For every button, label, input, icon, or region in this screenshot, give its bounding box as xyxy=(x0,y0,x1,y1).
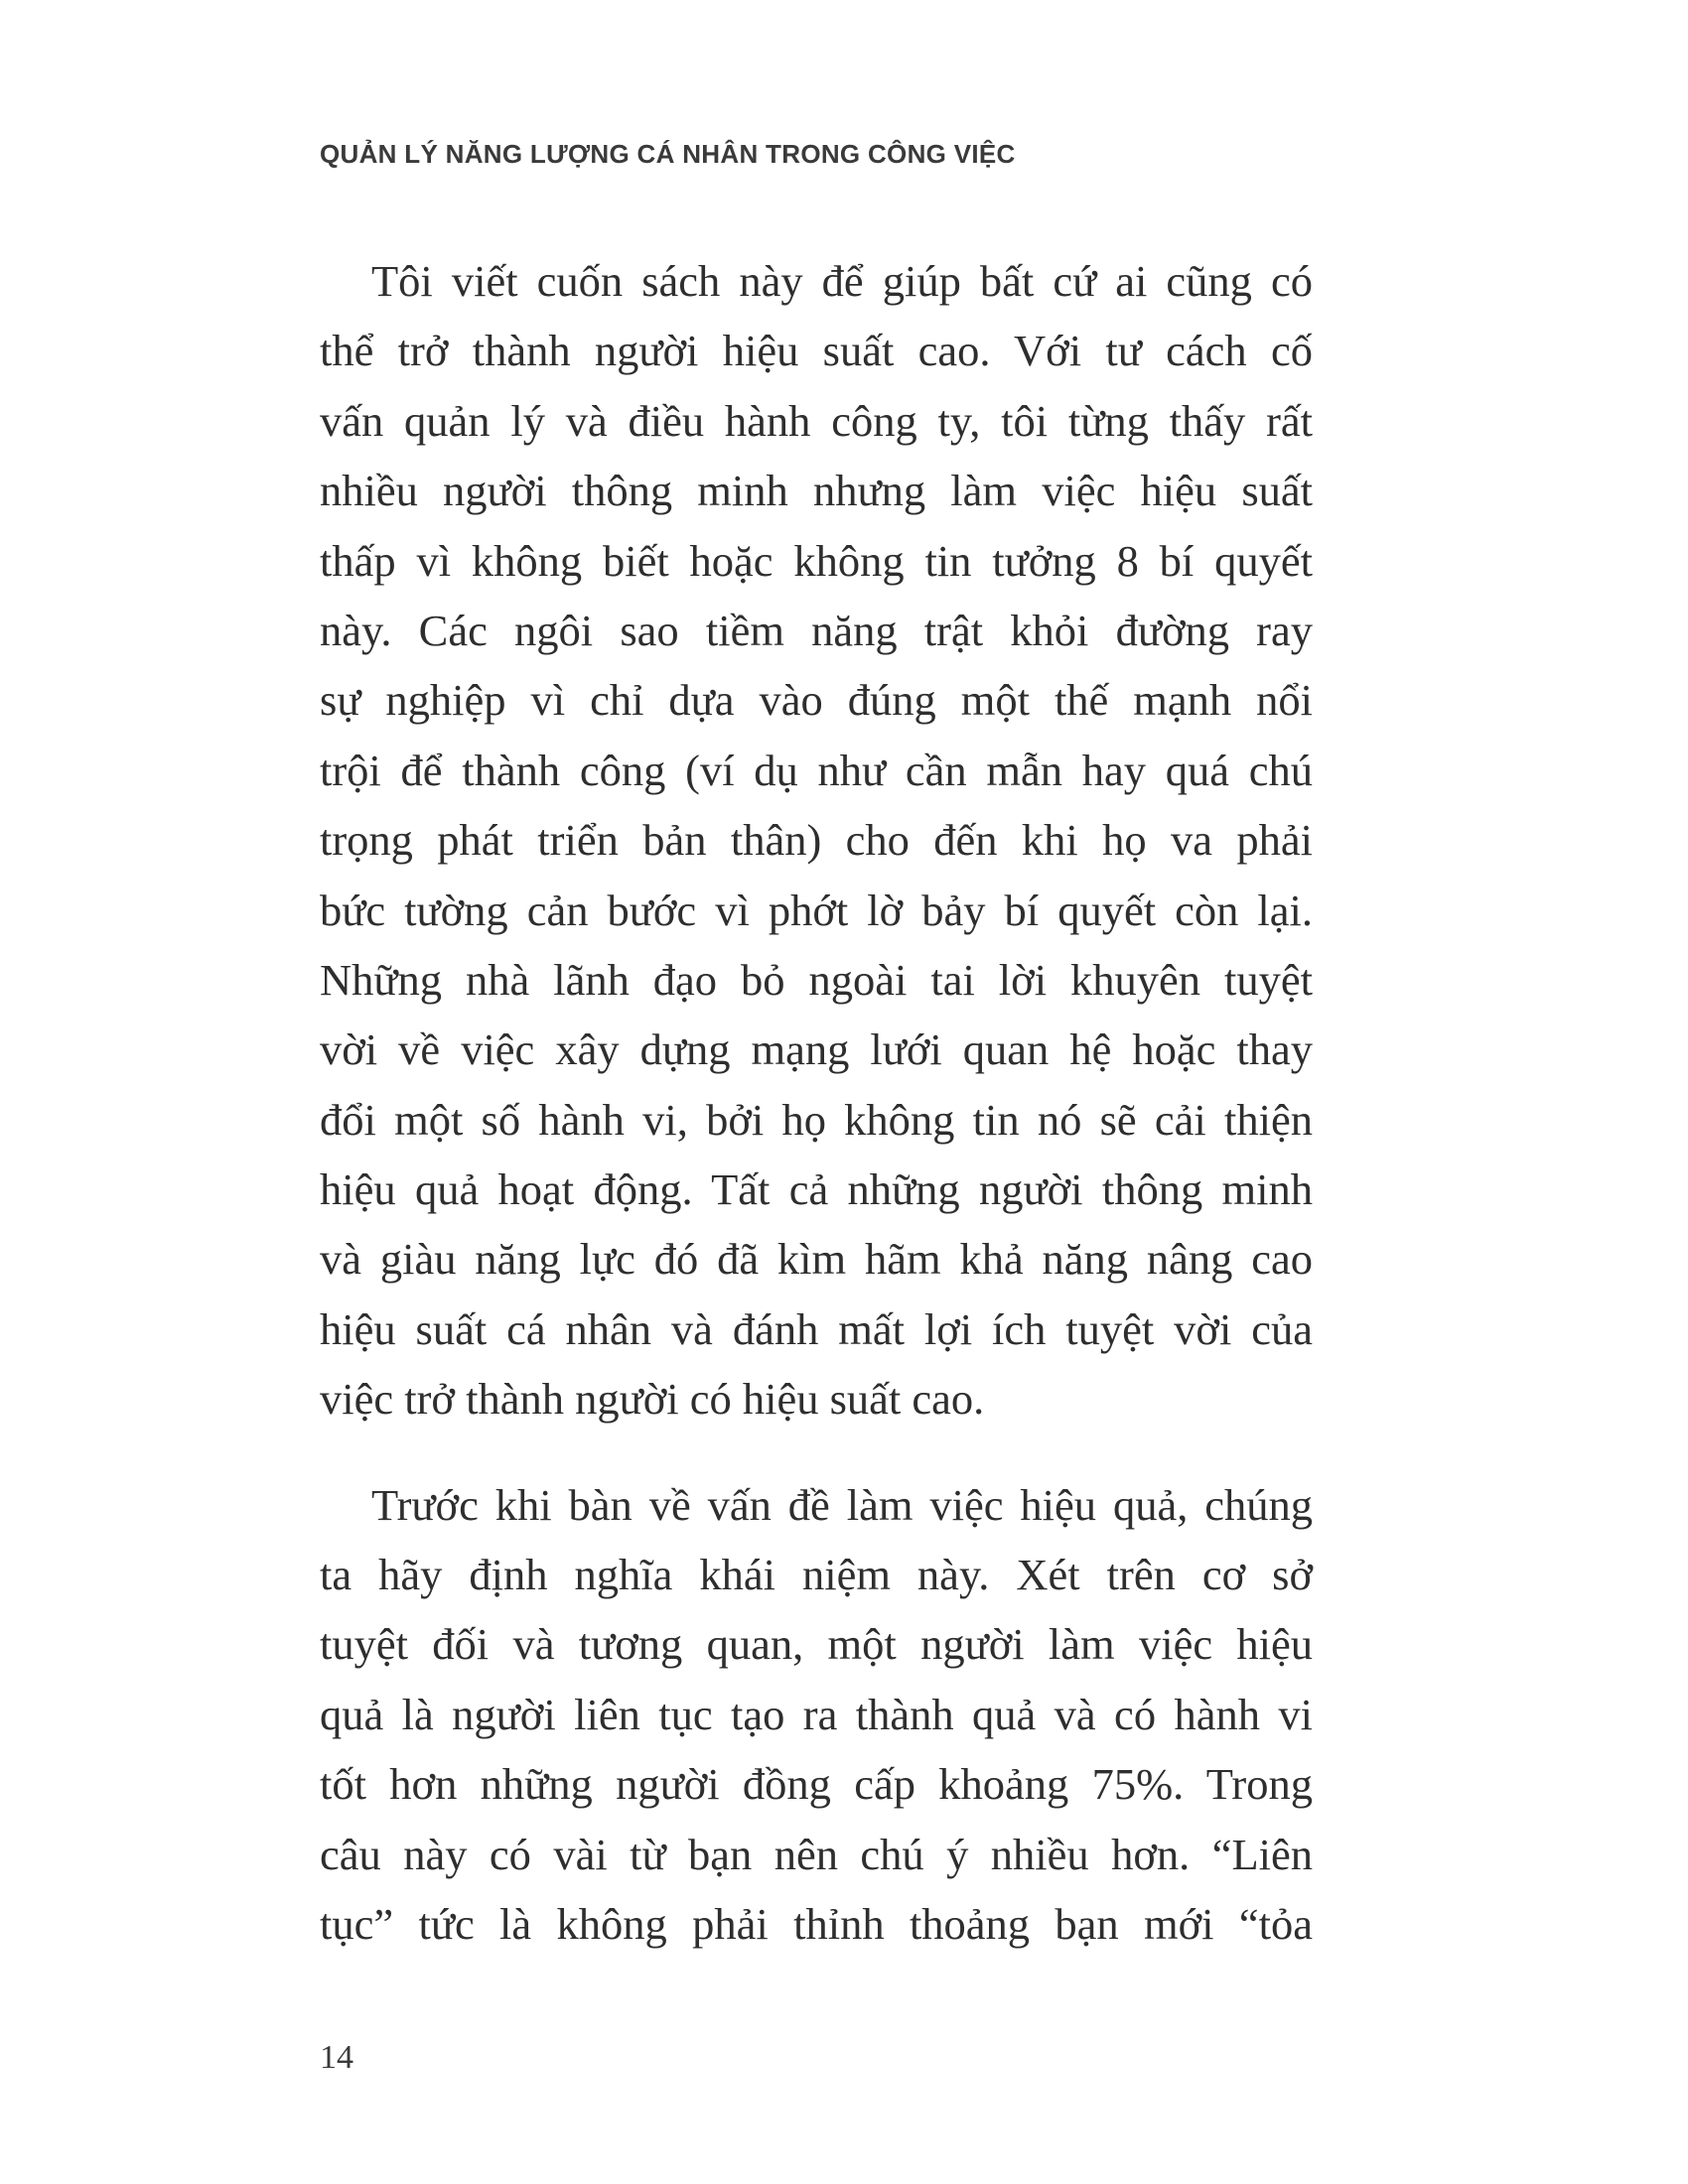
text-line: vời về việc xây dựng mạng lưới quan hệ hoặc thay xyxy=(320,1024,1313,1075)
text-line: bức tường cản bước vì phớt lờ bảy bí quyết còn lại. xyxy=(320,885,1313,935)
text-line: thể trở thành người hiệu suất cao. Với tư cách cố xyxy=(320,326,1313,376)
text-line: hiệu quả hoạt động. Tất cả những người thông minh xyxy=(320,1164,1313,1215)
text-line: trội để thành công (ví dụ như cần mẫn hay quá chú xyxy=(320,745,1313,795)
text-line: ta hãy định nghĩa khái niệm này. Xét trên cơ sở xyxy=(320,1550,1313,1600)
text-line: tốt hơn những người đồng cấp khoảng 75%. Trong xyxy=(320,1759,1313,1810)
text-line: vấn quản lý và điều hành công ty, tôi từng thấy rất xyxy=(320,395,1313,446)
paragraph-2 xyxy=(320,1470,1313,1960)
text-line: đổi một số hành vi, bởi họ không tin nó sẽ cải thiện xyxy=(320,1094,1313,1145)
text-line: thấp vì không biết hoặc không tin tưởng 8 bí quyết xyxy=(320,535,1313,586)
text-line: Những nhà lãnh đạo bỏ ngoài tai lời khuyên tuyệt xyxy=(320,954,1313,1005)
paragraph-1 xyxy=(320,246,1313,1434)
page-number: 14 xyxy=(320,2039,353,2076)
text-line: tuyệt đối và tương quan, một người làm việc hiệu xyxy=(320,1619,1313,1670)
text-line: quả là người liên tục tạo ra thành quả và có hành vi xyxy=(320,1689,1313,1739)
text-line: việc trở thành người có hiệu suất cao. xyxy=(320,1374,985,1425)
text-line: hiệu suất cá nhân và đánh mất lợi ích tuyệt vời của xyxy=(320,1303,1313,1354)
text-line: Tôi viết cuốn sách này để giúp bất cứ ai cũng có xyxy=(371,256,1313,306)
text-line: trọng phát triển bản thân) cho đến khi họ va phải xyxy=(320,815,1313,866)
text-line: sự nghiệp vì chỉ dựa vào đúng một thế mạnh nổi xyxy=(320,675,1313,726)
text-line: tục” tức là không phải thỉnh thoảng bạn mới “tỏa xyxy=(320,1898,1313,1949)
text-line: này. Các ngôi sao tiềm năng trật khỏi đường ray xyxy=(320,605,1313,655)
text-line: Trước khi bàn về vấn đề làm việc hiệu quả, chúng xyxy=(371,1479,1313,1530)
text-line: và giàu năng lực đó đã kìm hãm khả năng nâng cao xyxy=(320,1234,1313,1285)
text-line: nhiều người thông minh nhưng làm việc hiệu suất xyxy=(320,466,1313,516)
body-text xyxy=(320,246,1313,1959)
text-line: câu này có vài từ bạn nên chú ý nhiều hơn. “Liên xyxy=(320,1829,1313,1879)
paragraph-gap xyxy=(320,1434,1313,1470)
running-header: QUẢN LÝ NĂNG LƯỢNG CÁ NHÂN TRONG CÔNG VIỆC xyxy=(320,139,1016,169)
